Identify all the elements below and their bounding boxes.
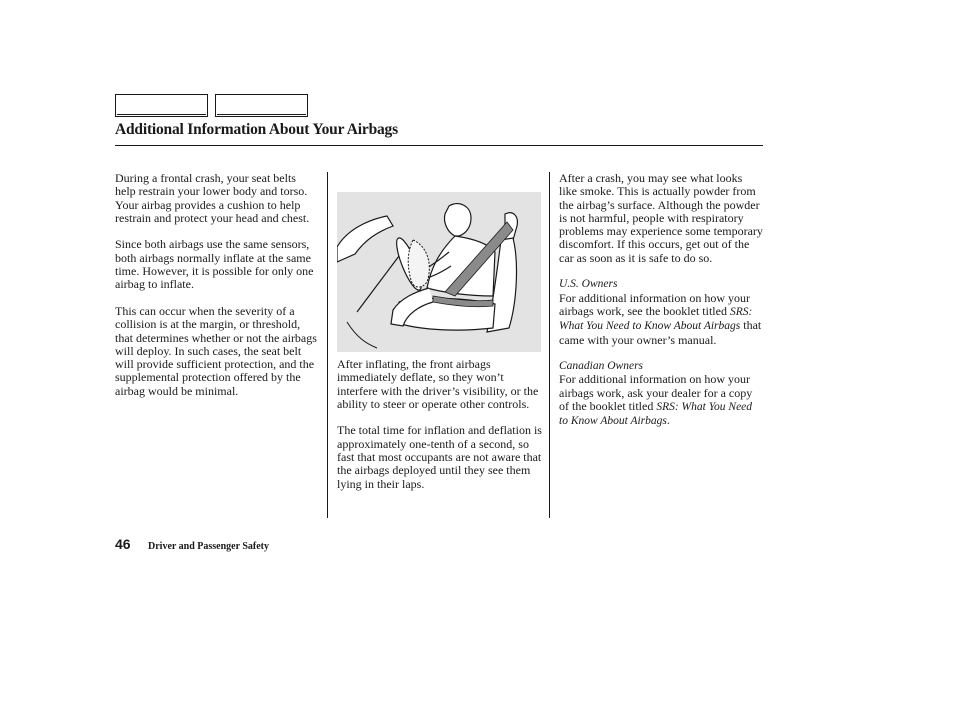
header-tab-box-right [215, 94, 308, 117]
column-divider-2 [549, 172, 550, 518]
us-owners-text-start: For additional information on how your airbags work, see the booklet titled [559, 290, 750, 318]
column-divider-1 [327, 172, 328, 518]
us-owners-heading: U.S. Owners [559, 278, 618, 291]
footer-section-title: Driver and Passenger Safety [148, 541, 270, 552]
paragraph-canadian-owners [559, 373, 763, 428]
header-tab-box-left [115, 94, 208, 117]
paragraph-smoke: After a crash, you may see what looks like smoke. This is actually powder from the airbag’s surface. Although the powder is not harmful, people with respiratory problems may experience some temporary discomfort. If this occurs, get out of the car as soon as it is safe to do so. [559, 171, 763, 265]
canadian-owners-text-start: For additional information on how your airbags work, ask your dealer for a copy of the booklet titled [559, 372, 753, 414]
paragraph-threshold: This can occur when the severity of a collision is at the margin, or threshold, that determines whether or not the airbags will deploy. In such cases, the seat belt will provide sufficient protection, and the supplemental protection offered by the airbag would be minimal. [115, 303, 317, 398]
us-owners-text-end: that came with your owner’s manual. [559, 318, 762, 347]
canadian-owners-text-end: . [666, 413, 670, 428]
paragraph-us-owners [559, 292, 763, 347]
canadian-owners-heading: Canadian Owners [559, 360, 644, 373]
paragraph-frontal-crash: During a frontal crash, your seat belts help restrain your lower body and torso. Your airbag provides a cushion to help restrain and protect your head and chest. [115, 171, 310, 225]
us-booklet-title: SRS: What You Need to Know About Airbags [559, 305, 753, 333]
canadian-booklet-title: SRS: What You Need to Know About Airbags [559, 401, 753, 428]
paragraph-deflate: After inflating, the front airbags immediately deflate, so they won’t interfere with the driver’s visibility, or the ability to steer or operate other controls. [337, 357, 539, 411]
airbag-deployment-illustration [337, 192, 541, 352]
column-middle [337, 358, 542, 504]
paragraph-sensors: Since both airbags use the same sensors, both airbags normally inflate at the same time. However, it is possible for only one airbag to inflate. [115, 237, 314, 292]
page-title: Additional Information About Your Airbags [115, 121, 398, 138]
title-rule [115, 145, 763, 146]
column-left [115, 172, 317, 411]
page-number: 46 [115, 536, 131, 552]
paragraph-inflation-time: The total time for inflation and deflation is approximately one-tenth of a second, so fast that most occupants are not aware that the airbags deployed until they see them lying in their laps. [337, 423, 542, 491]
column-right [559, 172, 763, 442]
